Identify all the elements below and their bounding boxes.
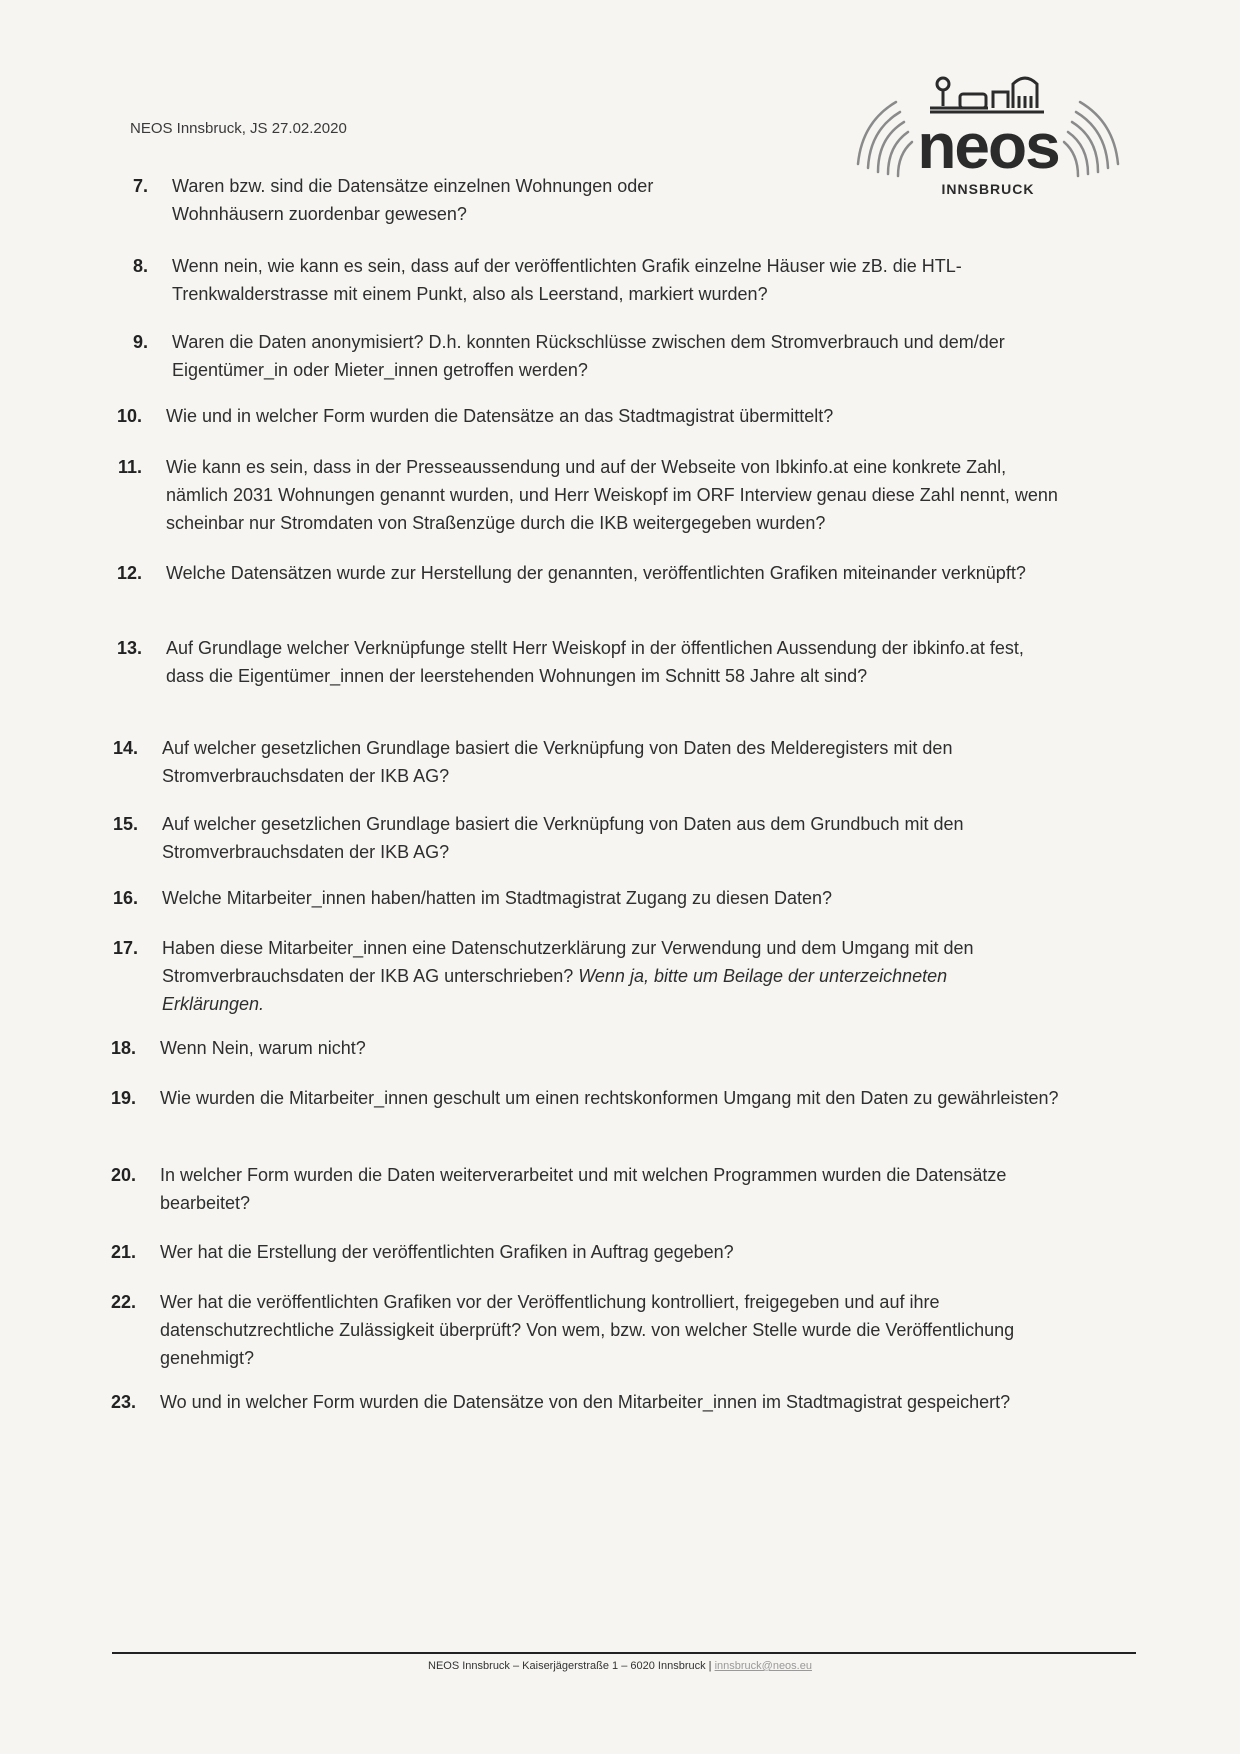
city-skyline-icon	[930, 78, 1044, 112]
question-text	[160, 1238, 1040, 1266]
footer	[0, 1660, 1240, 1672]
question-text	[160, 1034, 1040, 1062]
question-number: 15.	[112, 814, 138, 834]
footer-email[interactable]: innsbruck@neos.eu	[714, 1660, 812, 1672]
question-text-main: Wie kann es sein, dass in der Presseaussendung und auf der Webseite von Ibkinfo.at eine konkrete Zahl, nämlich 2031 Wohnungen genannt wurden, und Herr Weiskopf im ORF Interview genau diese Zahl nennt, wenn scheinbar nur Stromdaten von Straßenzüge durch die IKB weitergegeben wurden?	[166, 457, 1058, 533]
question-number: 8.	[132, 256, 148, 276]
question-number: 19.	[110, 1088, 136, 1108]
question-number: 18.	[110, 1038, 136, 1058]
question-number: 11.	[117, 457, 142, 477]
question-text-main: Auf welcher gesetzlichen Grundlage basiert die Verknüpfung von Daten aus dem Grundbuch mit den Stromverbrauchsdaten der IKB AG?	[162, 814, 964, 862]
question-text	[162, 810, 1062, 866]
question-number: 10.	[116, 406, 142, 426]
logo-wordmark: neos	[917, 110, 1059, 182]
question-text	[166, 559, 1046, 587]
question-text-main: Wenn Nein, warum nicht?	[160, 1038, 366, 1058]
question-text	[162, 934, 1042, 1018]
footer-divider	[112, 1652, 1136, 1654]
question-text	[166, 453, 1066, 537]
question-number: 9.	[132, 332, 148, 352]
question-number: 12.	[116, 563, 142, 583]
question-text	[172, 252, 1042, 308]
question-text-main: Haben diese Mitarbeiter_innen eine Datenschutzerklärung zur Verwendung und dem Umgang mit den Stromverbrauchsdaten der IKB AG unterschrieben?	[162, 938, 974, 986]
question-number: 23.	[110, 1392, 136, 1412]
question-text	[172, 172, 752, 228]
question-text-main: Wo und in welcher Form wurden die Datensätze von den Mitarbeiter_innen im Stadtmagistrat gespeichert?	[160, 1392, 1011, 1412]
question-number: 14.	[112, 738, 138, 758]
header-meta: NEOS Innsbruck, JS 27.02.2020	[130, 120, 347, 137]
question-text-main: Wer hat die Erstellung der veröffentlichten Grafiken in Auftrag gegeben?	[160, 1242, 734, 1262]
question-text-main: Welche Mitarbeiter_innen haben/hatten im Stadtmagistrat Zugang zu diesen Daten?	[162, 888, 833, 908]
question-number: 16.	[112, 888, 138, 908]
question-number: 22.	[110, 1292, 136, 1312]
question-text-main: Wie und in welcher Form wurden die Datensätze an das Stadtmagistrat übermittelt?	[166, 406, 834, 426]
question-text	[160, 1161, 1040, 1217]
right-wing-icon	[1064, 102, 1118, 176]
question-text	[162, 734, 1062, 790]
question-text	[160, 1388, 1040, 1416]
question-number: 17.	[112, 938, 138, 958]
question-text	[160, 1084, 1060, 1112]
question-text-main: Auf Grundlage welcher Verknüpfunge stellt Herr Weiskopf in der öffentlichen Aussendung der ibkinfo.at fest, dass die Eigentümer_innen der leerstehenden Wohnungen im Schnitt 58 Jahre alt sind?	[166, 638, 1024, 686]
question-text	[166, 634, 1046, 690]
question-text-main: Waren die Daten anonymisiert? D.h. konnten Rückschlüsse zwischen dem Stromverbrauch und dem/der Eigentümer_in oder Mieter_innen getroffen werden?	[172, 332, 1005, 380]
question-text-main: Wenn nein, wie kann es sein, dass auf der veröffentlichten Grafik einzelne Häuser wie zB. die HTL-Trenkwalderstrasse mit einem Punkt, also als Leerstand, markiert wurden?	[172, 256, 962, 304]
question-text-main: Waren bzw. sind die Datensätze einzelnen Wohnungen oder Wohnhäusern zuordenbar gewesen?	[172, 176, 654, 224]
question-text-main: Welche Datensätzen wurde zur Herstellung der genannten, veröffentlichten Grafiken miteinander verknüpft?	[166, 563, 1026, 583]
neos-innsbruck-logo	[848, 72, 1128, 202]
question-number: 21.	[110, 1242, 136, 1262]
question-number: 7.	[132, 176, 148, 196]
question-number: 13.	[116, 638, 142, 658]
question-text-main: Auf welcher gesetzlichen Grundlage basiert die Verknüpfung von Daten des Melderegisters mit den Stromverbrauchsdaten der IKB AG?	[162, 738, 953, 786]
question-text	[160, 1288, 1060, 1372]
question-text	[172, 328, 1042, 384]
question-text-main: Wer hat die veröffentlichten Grafiken vor der Veröffentlichung kontrolliert, freigegeben und auf ihre datenschutzrechtliche Zulässigkeit überprüft? Von wem, bzw. von welcher Stelle wurde die Veröffentlichung genehmigt?	[160, 1292, 1015, 1368]
logo-city: INNSBRUCK	[941, 181, 1035, 197]
question-text	[166, 402, 1046, 430]
question-text	[162, 884, 1062, 912]
footer-address: NEOS Innsbruck – Kaiserjägerstraße 1 – 6020 Innsbruck |	[428, 1660, 715, 1672]
question-number: 20.	[110, 1165, 136, 1185]
question-note: Wenn ja, bitte um Beilage der unterzeichneten Erklärungen.	[162, 966, 948, 1014]
question-text-main: Wie wurden die Mitarbeiter_innen geschult um einen rechtskonformen Umgang mit den Daten zu gewährleisten?	[160, 1088, 1059, 1108]
question-text-main: In welcher Form wurden die Daten weiterverarbeitet und mit welchen Programmen wurden die Datensätze bearbeitet?	[160, 1165, 1007, 1213]
left-wing-icon	[858, 102, 912, 176]
